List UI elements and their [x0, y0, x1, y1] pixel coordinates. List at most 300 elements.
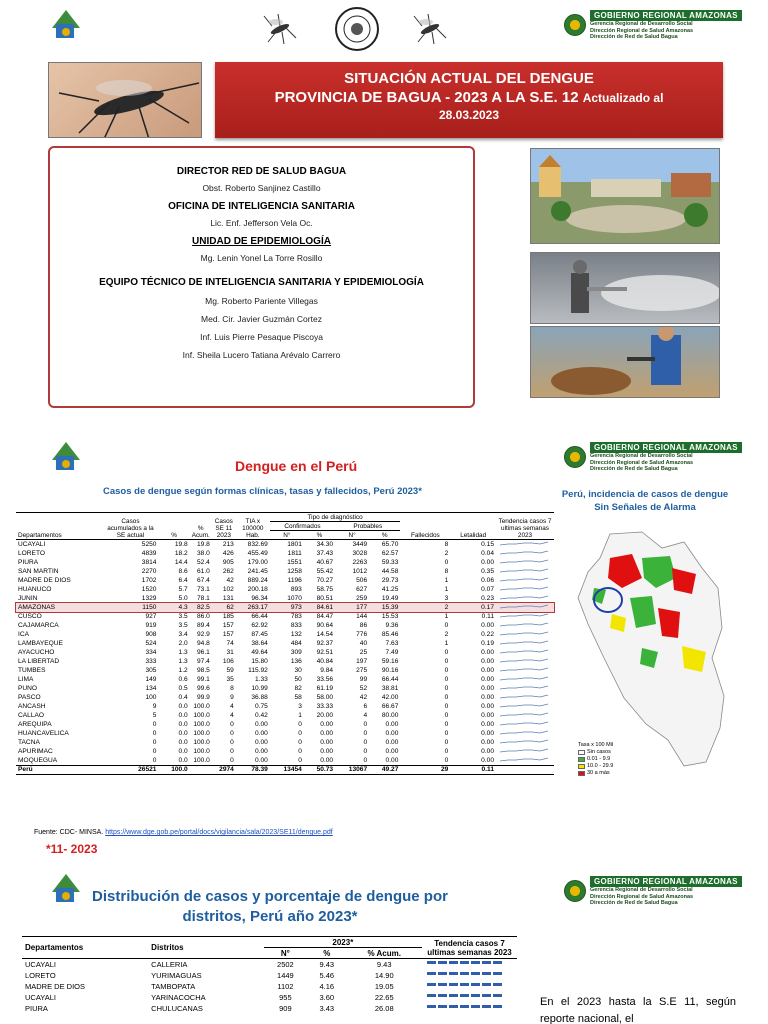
cell-prob-p: 0.00 [385, 747, 399, 755]
cell-fallecidos: 0 [444, 666, 449, 674]
cell-conf-p: 20.00 [316, 711, 334, 719]
distritos-table [22, 936, 517, 1014]
cell-distrito: YARINACOCHA [151, 992, 206, 1002]
cell-dep: PIURA [18, 558, 39, 566]
cell-letalidad: 0.00 [481, 729, 494, 737]
cell-se11: 0 [230, 729, 234, 737]
mosquito-icon-2 [412, 12, 448, 46]
diresa-logo [48, 8, 84, 44]
cell-pacum: 78.1 [196, 594, 210, 602]
diresa-logo-2 [48, 440, 84, 476]
trend-sparkline [496, 738, 554, 747]
cell-tia: 0.00 [254, 756, 268, 764]
cell-se11: 426 [222, 549, 234, 557]
source-link[interactable]: https://www.dge.gob.pe/portal/docs/vigilancia/sala/2023/SE11/dengue.pdf [105, 829, 333, 836]
cell-pacum: 61.0 [196, 567, 210, 575]
cell-fallecidos: 0 [444, 558, 449, 566]
cell-pacum: 19.8 [196, 540, 210, 548]
trend-sparkline [496, 648, 554, 657]
th-fallecidos: Fallecidos [410, 531, 440, 539]
cell-pacum: 92.9 [196, 630, 210, 638]
cell-tia: 87.45 [251, 630, 268, 638]
cell-dep: HUANCAVELICA [18, 729, 69, 737]
cell-dep: ANCASH [18, 702, 46, 710]
table-row [16, 648, 554, 657]
trend-sparkline [496, 567, 554, 576]
fuente [34, 829, 333, 836]
cell-prob-p: 41.25 [381, 585, 399, 593]
table-row [16, 576, 554, 585]
distritos-title: Distribución de casos y porcentaje de dengue por distritos, Perú año 2023* [92, 888, 448, 925]
cell-letalidad: 0.00 [481, 675, 494, 683]
table-row [16, 549, 554, 558]
cell-casos: 908 [145, 630, 157, 638]
inspection-photo [530, 326, 720, 398]
cell-prob-n: 259 [356, 594, 368, 602]
member: Inf. Luis Pierre Pesaque Piscoya [200, 332, 323, 342]
cell-prob-p: 66.67 [381, 702, 399, 710]
th-tendencia: Tendencia casos 7 ultimas semanas 2023 [498, 517, 552, 539]
cell-pct: 5.46 [319, 970, 335, 980]
cell-pacum: 100.0 [193, 738, 210, 746]
cell-casos: 333 [145, 657, 157, 665]
table-row [16, 747, 554, 756]
cell-prob-n: 0 [363, 738, 368, 746]
cell-dep: LORETO [25, 970, 56, 980]
table-row [22, 959, 517, 970]
th-pacum: % Acum. [367, 948, 401, 958]
cell-conf-n: 833 [290, 621, 302, 629]
gov-line: Gerencia Regional de Desarrollo Social [590, 21, 693, 27]
cell-dep: ICA [18, 630, 29, 638]
th-p: % [323, 948, 331, 958]
cell-dep: JUNIN [18, 594, 38, 602]
cell-casos: 305 [145, 666, 157, 674]
cell-dep: UCAYALI [25, 992, 56, 1002]
trend-sparkline [496, 666, 554, 675]
cell-conf-p: 34.30 [316, 540, 334, 548]
th-confirmados: Confirmados [270, 521, 335, 530]
cell-conf-p: 61.19 [316, 684, 334, 692]
cell-fallecidos: 3 [444, 594, 449, 602]
cell-conf-p: 33.56 [316, 675, 334, 683]
summary-paragraph: En el 2023 hasta la S.E 11, según reporte nacional, el [540, 996, 736, 1024]
cell-letalidad: 0.06 [481, 576, 494, 584]
cell-letalidad: 0.11 [481, 766, 494, 774]
cell-prob-p: 38.81 [381, 684, 399, 692]
cell-se11: 157 [222, 630, 234, 638]
cell-fallecidos: 2 [444, 549, 449, 557]
cell-fallecidos: 0 [444, 729, 449, 737]
cell-prob-n: 275 [356, 666, 368, 674]
cell-letalidad: 0.00 [481, 711, 494, 719]
cell-pacum: 22.65 [374, 992, 394, 1002]
cell-conf-n: 0 [298, 738, 302, 746]
banner-line2: PROVINCIA DE BAGUA - 2023 A LA S.E. 12 Actualizado al [274, 89, 664, 106]
oficina-name: Lic. Enf. Jefferson Vela Oc. [210, 218, 313, 228]
cell-dep: LIMA [18, 675, 34, 683]
cell-dep: HUANUCO [18, 585, 52, 593]
cell-conf-n: 1801 [287, 540, 302, 548]
cell-dep: UCAYALI [18, 540, 46, 548]
cell-conf-n: 136 [290, 657, 302, 665]
trend-sparkline [496, 621, 554, 630]
cell-tia: 241.45 [247, 567, 268, 575]
cell-se11: 2974 [219, 766, 234, 774]
map-title: Perú, incidencia de casos de dengue Sin Señales de Alarma [561, 489, 729, 513]
cell-prob-p: 65.70 [381, 540, 399, 548]
cell-dep: AYACUCHO [18, 648, 55, 656]
gov-line: Dirección Regional de Salud Amazonas [590, 893, 694, 900]
table-row [16, 558, 554, 567]
cell-pacum: 99.1 [196, 675, 210, 683]
cell-casos: 2270 [141, 567, 157, 575]
cell-prob-n: 0 [363, 756, 368, 764]
cell-dep: AMAZONAS [18, 603, 56, 611]
epidemiologia-seal [334, 6, 380, 52]
cell-prob-p: 62.57 [381, 549, 399, 557]
trend-sparkline [496, 576, 554, 585]
cell-dep: CAJAMARCA [18, 621, 59, 629]
th-dep: Departamentos [22, 937, 148, 959]
table-row [16, 729, 554, 738]
table-row [16, 630, 554, 639]
cell-distrito: TAMBOPATA [151, 981, 196, 991]
cell-se11: 8 [230, 684, 234, 692]
th-tend: Tendencia casos 7 ultimas semanas 2023 [422, 937, 517, 959]
cell-tia: 96.34 [251, 594, 268, 602]
th-n: N° [348, 531, 356, 539]
cell-pct: 0.6 [178, 675, 188, 683]
table-row [16, 639, 554, 648]
trend-sparkline [496, 585, 554, 594]
cell-casos: 100 [145, 693, 157, 701]
cell-se11: 62 [226, 603, 234, 611]
cell-conf-p: 0.00 [320, 720, 334, 728]
cell-prob-p: 49.27 [381, 766, 399, 774]
banner-date: 28.03.2023 [438, 108, 500, 122]
cell-tia: 832.69 [247, 540, 268, 548]
cell-tia: 0.42 [254, 711, 268, 719]
cell-pct: 0.0 [178, 729, 188, 737]
cell-dep: CALLAO [18, 711, 45, 719]
cell-pacum: 100.0 [193, 702, 210, 710]
cell-conf-p: 84.61 [316, 603, 334, 611]
cell-casos: 5 [152, 711, 157, 719]
cell-pct: 0.0 [178, 702, 188, 710]
cell-conf-p: 0.00 [320, 756, 334, 764]
cell-dep: LAMBAYEQUE [18, 639, 63, 647]
table-row [16, 684, 554, 693]
table-row [16, 711, 554, 720]
cell-se11: 157 [222, 621, 234, 629]
cell-pacum: 73.1 [196, 585, 210, 593]
cell-pacum [190, 765, 212, 774]
cell-fallecidos: 0 [444, 675, 449, 683]
trend-sparkline [496, 639, 554, 648]
cell-letalidad: 0.00 [481, 747, 494, 755]
cell-fallecidos: 0 [444, 693, 449, 701]
cell-letalidad: 0.00 [481, 657, 494, 665]
gov-line: Dirección de Red de Salud Bagua [590, 466, 678, 472]
cell-prob-n: 86 [359, 621, 368, 629]
cell-tia: 78.39 [251, 766, 268, 774]
cell-pacum: 9.43 [376, 959, 392, 969]
trend-bars [422, 992, 517, 1003]
gobierno-regional-header [564, 10, 742, 41]
cell-pct: 0.4 [178, 693, 188, 701]
dengue-table-wrap [16, 512, 554, 775]
cell-se11: 4 [230, 702, 234, 710]
trend-bars [422, 959, 517, 970]
cell-dep: SAN MARTIN [18, 567, 59, 575]
fumigation-photo [530, 252, 720, 324]
cell-pct: 5.0 [178, 594, 188, 602]
cell-pct: 0.0 [178, 756, 188, 764]
cell-tia: 15.80 [251, 657, 268, 665]
cell-pacum: 38.0 [196, 549, 210, 557]
table-row [16, 693, 554, 702]
cell-fallecidos: 1 [444, 612, 449, 620]
cell-se11: 42 [226, 576, 234, 584]
cell-pct: 19.8 [174, 540, 188, 548]
trend-sparkline [496, 612, 554, 621]
trend-bars [422, 981, 517, 992]
cell-dep: MADRE DE DIOS [18, 576, 71, 584]
legend-item [578, 749, 613, 756]
cell-conf-n: 1551 [287, 558, 302, 566]
cell-casos: 26521 [138, 766, 157, 774]
cell-casos: 149 [145, 675, 157, 683]
cell-pct: 100.0 [171, 766, 188, 774]
th-n: N° [280, 948, 290, 958]
cell-tia: 889.24 [247, 576, 268, 584]
cell-pacum: 100.0 [193, 729, 210, 737]
cell-prob-n: 40 [359, 639, 368, 647]
cell-conf-p: 9.84 [320, 666, 334, 674]
cell-letalidad: 0.00 [481, 738, 494, 746]
cell-pacum: 96.1 [196, 648, 210, 656]
table-row [22, 1003, 517, 1014]
cell-letalidad: 0.00 [481, 648, 494, 656]
cell-fallecidos: 29 [440, 766, 449, 774]
cell-pct: 18.2 [174, 549, 188, 557]
table-row [16, 675, 554, 684]
director-name: Obst. Roberto Sanjinez Castillo [202, 183, 321, 193]
cell-letalidad: 0.00 [481, 702, 494, 710]
cell-casos: 1150 [142, 603, 157, 611]
cell-casos: 9 [152, 702, 157, 710]
cell-conf-n: 1811 [287, 549, 302, 557]
cell-tia: 36.88 [251, 693, 268, 701]
table-row [16, 603, 554, 612]
cell-pct: 3.5 [178, 621, 188, 629]
cell-pacum: 67.4 [196, 576, 210, 584]
epidemiologia-heading: UNIDAD DE EPIDEMIOLOGÍA [192, 236, 331, 247]
legend-title: Tasa x 100 Mil [578, 742, 614, 748]
cell-dep: APURIMAC [18, 747, 53, 755]
cell-dep: AREQUIPA [18, 720, 52, 728]
cell-prob-p: 0.00 [385, 720, 399, 728]
th-p: % [316, 531, 323, 539]
cell-casos: 4839 [141, 549, 157, 557]
cell-se11: 106 [222, 657, 234, 665]
cell-conf-p: 70.27 [316, 576, 334, 584]
cell-pacum: 52.4 [196, 558, 210, 566]
cell-pacum: 86.0 [196, 612, 210, 620]
cell-casos: 134 [145, 684, 157, 692]
cell-conf-n: 50 [294, 675, 302, 683]
th-tipo: Tipo de diagnóstico [270, 513, 401, 522]
cell-pct: 0.0 [178, 747, 188, 755]
cell-n: 1449 [277, 970, 294, 980]
trend-sparkline [496, 765, 554, 774]
cell-prob-p: 59.33 [381, 558, 399, 566]
th-se11: Casos SE 11 2023 [214, 517, 233, 539]
cell-n: 1102 [277, 981, 294, 991]
cell-pacum: 100.0 [193, 747, 210, 755]
cell-pacum: 99.9 [196, 693, 210, 701]
cell-letalidad: 0.00 [481, 558, 494, 566]
cell-letalidad: 0.23 [481, 594, 494, 602]
cell-prob-p: 0.00 [385, 729, 399, 737]
cell-conf-n: 0 [298, 747, 302, 755]
cell-prob-n: 197 [356, 657, 368, 665]
cell-pct: 3.43 [319, 1003, 335, 1013]
dengue-table-subtitle: Casos de dengue según formas clínicas, tasas y fallecidos, Perú 2023* [103, 486, 422, 497]
cell-conf-p: 58.75 [316, 585, 334, 593]
cell-conf-p: 0.00 [320, 738, 334, 746]
cell-prob-n: 13067 [348, 766, 368, 774]
th-distritos: Distritos [148, 937, 264, 959]
cell-se11: 31 [226, 648, 234, 656]
cell-prob-n: 4 [363, 711, 368, 719]
cell-pct: 0.0 [178, 711, 188, 719]
gov-title: GOBIERNO REGIONAL AMAZONAS [590, 442, 742, 453]
cell-pct: 9.43 [319, 959, 335, 969]
cell-fallecidos: 0 [444, 684, 449, 692]
member: Mg. Roberto Pariente Villegas [205, 296, 318, 306]
cell-conf-p: 50.73 [316, 766, 334, 774]
trend-sparkline [496, 558, 554, 567]
dengue-table [16, 512, 554, 775]
cell-casos: 1329 [141, 594, 157, 602]
table-row [16, 738, 554, 747]
cell-prob-p: 19.49 [381, 594, 399, 602]
cell-tia: 62.92 [251, 621, 268, 629]
cell-conf-n: 1070 [287, 594, 302, 602]
cell-tia: 179.00 [247, 558, 268, 566]
cell-prob-p: 80.00 [381, 711, 399, 719]
cell-pacum: 14.90 [374, 970, 394, 980]
cell-letalidad: 0.07 [481, 585, 494, 593]
cell-fallecidos: 0 [444, 738, 449, 746]
cell-fallecidos: 0 [444, 702, 449, 710]
trend-sparkline [496, 657, 554, 666]
cell-conf-n: 893 [290, 585, 302, 593]
cell-se11: 9 [230, 693, 234, 701]
mosquito-icon [262, 12, 298, 46]
trend-sparkline [496, 630, 554, 639]
cell-prob-n: 25 [359, 648, 368, 656]
table-row [16, 657, 554, 666]
cell-tia: 263.17 [247, 603, 268, 611]
cell-pct: 3.4 [178, 630, 188, 638]
cell-tia: 49.64 [251, 648, 268, 656]
cell-pct: 14.4 [174, 558, 188, 566]
gobierno-regional-header-2 [564, 442, 742, 473]
cell-tia: 66.44 [251, 612, 268, 620]
cell-casos: 3814 [141, 558, 157, 566]
cell-dep: PUNO [18, 684, 38, 692]
epidemiologia-name: Mg. Lenin Yonel La Torre Rosillo [200, 253, 323, 263]
cell-se11: 262 [222, 567, 234, 575]
th-casos: Casos acumulados a la SE actual [107, 517, 154, 539]
trend-bars [422, 970, 517, 981]
cell-prob-p: 0.00 [385, 756, 399, 764]
cell-casos: 927 [145, 612, 157, 620]
cell-pacum: 98.5 [196, 666, 210, 674]
cell-prob-n: 0 [363, 729, 368, 737]
cell-casos: 0 [152, 720, 157, 728]
cell-pct: 4.16 [319, 981, 335, 991]
cell-se11: 131 [222, 594, 234, 602]
legend-item [578, 770, 613, 777]
cell-se11: 59 [226, 666, 234, 674]
cell-tia: 0.00 [254, 747, 268, 755]
table-row [16, 612, 554, 621]
cell-pct: 0.0 [178, 738, 188, 746]
trend-sparkline [496, 729, 554, 738]
cell-conf-n: 3 [298, 702, 302, 710]
cell-conf-n: 30 [294, 666, 302, 674]
cell-conf-p: 40.84 [316, 657, 334, 665]
cell-prob-n: 3028 [352, 549, 368, 557]
cell-letalidad: 0.19 [481, 639, 494, 647]
cell-prob-n: 2263 [352, 558, 368, 566]
cell-pacum: 19.05 [374, 981, 394, 991]
trend-sparkline [496, 594, 554, 603]
table-row [16, 539, 554, 549]
cell-conf-p: 0.00 [320, 729, 334, 737]
cell-tia: 455.49 [247, 549, 268, 557]
legend-label: 0.01 - 9.9 [587, 756, 611, 762]
cell-distrito: YURIMAGUAS [151, 970, 202, 980]
cell-prob-n: 506 [356, 576, 368, 584]
cell-letalidad: 0.22 [481, 630, 494, 638]
cell-distrito: CHULUCANAS [151, 1003, 203, 1013]
cell-conf-n: 484 [290, 639, 302, 647]
mosquito-photo [48, 62, 202, 138]
table-row [16, 666, 554, 675]
trend-sparkline [496, 549, 554, 558]
cell-fallecidos: 0 [444, 648, 449, 656]
cell-tia: 10.99 [251, 684, 268, 692]
cell-conf-p: 55.42 [316, 567, 334, 575]
cell-conf-p: 33.33 [316, 702, 334, 710]
cell-se11: 74 [226, 639, 234, 647]
director-heading: DIRECTOR RED DE SALUD BAGUA [176, 166, 347, 177]
cell-casos: 0 [152, 756, 157, 764]
team-box [48, 146, 475, 408]
cell-pct: 6.4 [178, 576, 188, 584]
cell-letalidad: 0.00 [481, 621, 494, 629]
cell-pct: 3.60 [319, 992, 335, 1002]
trend-sparkline [496, 756, 554, 766]
cell-prob-p: 0.00 [385, 738, 399, 746]
trend-sparkline [496, 539, 554, 549]
se-note: *11- 2023 [46, 842, 98, 856]
